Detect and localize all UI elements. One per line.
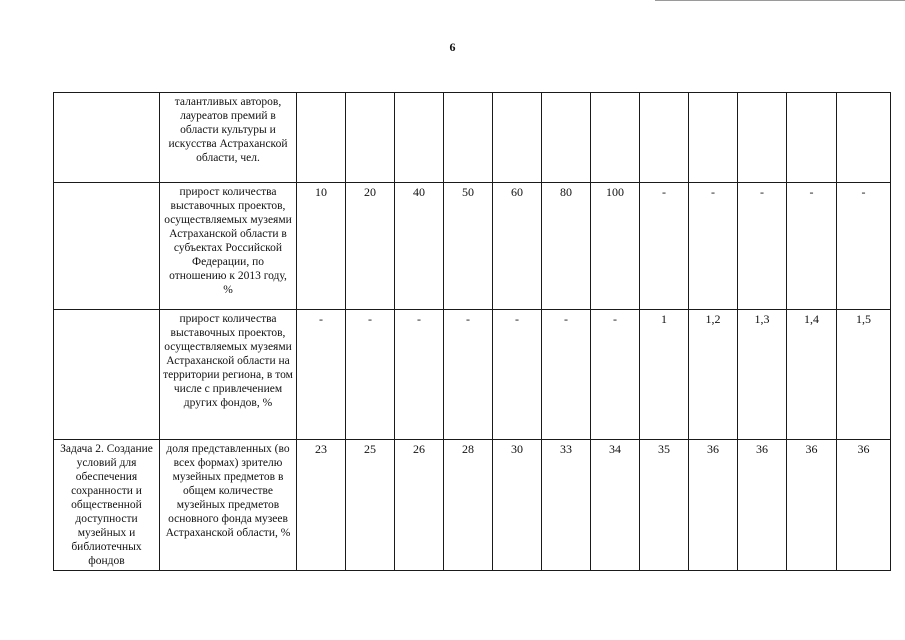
- value-cell: [542, 93, 591, 183]
- value-cell: 40: [395, 183, 444, 310]
- value-cell: [444, 93, 493, 183]
- value-cell: 35: [640, 440, 689, 571]
- value-cell: 80: [542, 183, 591, 310]
- value-cell: -: [346, 310, 395, 440]
- value-cell: 10: [297, 183, 346, 310]
- value-cell: [395, 93, 444, 183]
- task-cell: [54, 183, 160, 310]
- indicator-name-cell: прирост количества выставочных проектов, осуществляемых музеями Астраханской области на территории региона, в том числе с привлечением других фондов, %: [160, 310, 297, 440]
- value-cell: 1,5: [837, 310, 891, 440]
- value-cell: 30: [493, 440, 542, 571]
- value-cell: [837, 93, 891, 183]
- value-cell: 1,2: [689, 310, 738, 440]
- value-cell: 33: [542, 440, 591, 571]
- value-cell: 36: [787, 440, 837, 571]
- value-cell: -: [444, 310, 493, 440]
- indicator-name-cell: талантливых авторов, лауреатов премий в области культуры и искусства Астраханской области, чел.: [160, 93, 297, 183]
- value-cell: -: [738, 183, 787, 310]
- value-cell: 23: [297, 440, 346, 571]
- value-cell: -: [837, 183, 891, 310]
- indicator-name-cell: прирост количества выставочных проектов, осуществляемых музеями Астраханской области в субъектах Российской Федерации, по отношению к 2013 году, %: [160, 183, 297, 310]
- value-cell: -: [395, 310, 444, 440]
- value-cell: 50: [444, 183, 493, 310]
- value-cell: [689, 93, 738, 183]
- value-cell: -: [787, 183, 837, 310]
- value-cell: [738, 93, 787, 183]
- value-cell: 1,3: [738, 310, 787, 440]
- table-row: [54, 93, 891, 183]
- table-row: [54, 183, 891, 310]
- scan-edge-line: [655, 0, 905, 1]
- value-cell: 26: [395, 440, 444, 571]
- task-cell: Задача 2. Создание условий для обеспечения сохранности и общественной доступности музейных и библиотечных фондов: [54, 440, 160, 571]
- value-cell: 100: [591, 183, 640, 310]
- table-row: [54, 310, 891, 440]
- value-cell: 28: [444, 440, 493, 571]
- value-cell: 20: [346, 183, 395, 310]
- task-cell: [54, 93, 160, 183]
- value-cell: 34: [591, 440, 640, 571]
- value-cell: [591, 93, 640, 183]
- value-cell: 36: [738, 440, 787, 571]
- value-cell: -: [689, 183, 738, 310]
- value-cell: 60: [493, 183, 542, 310]
- value-cell: 36: [837, 440, 891, 571]
- value-cell: 25: [346, 440, 395, 571]
- value-cell: 36: [689, 440, 738, 571]
- task-cell: [54, 310, 160, 440]
- value-cell: -: [591, 310, 640, 440]
- indicators-table: [53, 92, 891, 571]
- table-row: [54, 440, 891, 571]
- value-cell: [297, 93, 346, 183]
- value-cell: -: [542, 310, 591, 440]
- page-number: 6: [449, 40, 456, 54]
- indicator-name-cell: доля представленных (во всех формах) зрителю музейных предметов в общем количестве музейных предметов основного фонда музеев Астраханской области, %: [160, 440, 297, 571]
- value-cell: -: [493, 310, 542, 440]
- value-cell: -: [297, 310, 346, 440]
- value-cell: [640, 93, 689, 183]
- value-cell: -: [640, 183, 689, 310]
- value-cell: 1,4: [787, 310, 837, 440]
- value-cell: [787, 93, 837, 183]
- value-cell: [346, 93, 395, 183]
- value-cell: 1: [640, 310, 689, 440]
- value-cell: [493, 93, 542, 183]
